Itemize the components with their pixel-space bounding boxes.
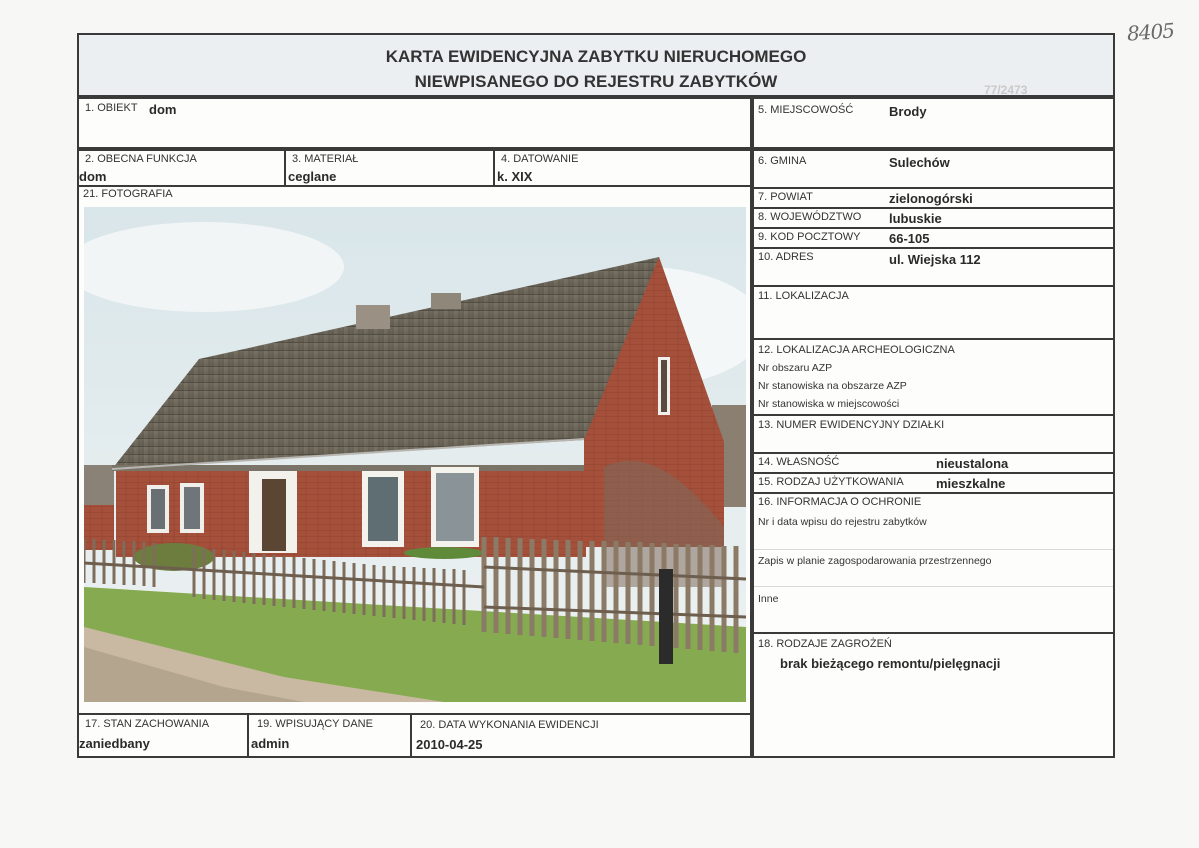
zagrozenia-label: 18. RODZAJE ZAGROŻEŃ xyxy=(758,638,892,650)
zagrozenia-value: brak bieżącego remontu/pielęgnacji xyxy=(780,656,1001,671)
lokalizacja-label: 11. LOKALIZACJA xyxy=(758,290,849,302)
rodzaj-value: mieszkalne xyxy=(936,476,1006,491)
ochrona-divider-1 xyxy=(754,549,1113,550)
obiekt-label: 1. OBIEKT xyxy=(85,102,138,114)
handwritten-number: 8405 xyxy=(1126,18,1175,46)
wlasnosc-label: 14. WŁASNOŚĆ xyxy=(758,456,840,468)
archeologia-cell xyxy=(752,338,1115,416)
title-line-2: NIEWPISANEGO DO REJESTRU ZABYTKÓW xyxy=(414,72,778,91)
stan-value: zaniedbany xyxy=(79,736,150,751)
miejscowosc-cell xyxy=(752,97,1115,149)
wpisujacy-value: admin xyxy=(251,736,290,751)
fotografia-label: 21. FOTOGRAFIA xyxy=(83,188,173,200)
wojewodztwo-value: lubuskie xyxy=(889,211,942,226)
miejscowosc-value: Brody xyxy=(889,104,927,119)
kod-label: 9. KOD POCZTOWY xyxy=(758,231,861,243)
house-photo xyxy=(84,207,746,702)
wlasnosc-cell xyxy=(752,452,1115,474)
wojewodztwo-cell xyxy=(752,207,1115,229)
archeologia-line1: Nr obszaru AZP xyxy=(758,362,833,374)
zagrozenia-cell xyxy=(752,632,1115,758)
funkcja-label: 2. OBECNA FUNKCJA xyxy=(85,153,197,165)
wlasnosc-value: nieustalona xyxy=(936,456,1009,471)
rodzaj-cell xyxy=(752,472,1115,494)
datowanie-cell xyxy=(493,149,752,187)
datowanie-label: 4. DATOWANIE xyxy=(501,153,579,165)
numer-label: 13. NUMER EWIDENCYJNY DZIAŁKI xyxy=(758,419,945,431)
gmina-value: Sulechów xyxy=(889,155,950,170)
material-label: 3. MATERIAŁ xyxy=(292,153,359,165)
adres-cell xyxy=(752,247,1115,287)
wpisujacy-label: 19. WPISUJĄCY DANE xyxy=(257,718,373,730)
faint-number: 77/2473 xyxy=(984,83,1028,97)
datowanie-value: k. XIX xyxy=(497,169,533,184)
archeologia-line3: Nr stanowiska w miejscowości xyxy=(758,398,900,410)
powiat-label: 7. POWIAT xyxy=(758,191,813,203)
ochrona-line1: Nr i data wpisu do rejestru zabytków xyxy=(758,516,927,528)
adres-value: ul. Wiejska 112 xyxy=(889,252,981,267)
kod-cell xyxy=(752,227,1115,249)
material-value: ceglane xyxy=(288,169,337,184)
miejscowosc-label: 5. MIEJSCOWOŚĆ xyxy=(758,104,854,116)
archeologia-label: 12. LOKALIZACJA ARCHEOLOGICZNA xyxy=(758,344,955,356)
powiat-cell xyxy=(752,187,1115,209)
powiat-value: zielonogórski xyxy=(889,191,973,206)
stan-cell xyxy=(77,713,249,758)
numer-cell xyxy=(752,414,1115,454)
stan-label: 17. STAN ZACHOWANIA xyxy=(85,718,210,730)
wojewodztwo-label: 8. WOJEWÓDZTWO xyxy=(758,211,862,223)
adres-label: 10. ADRES xyxy=(758,251,814,263)
gmina-cell xyxy=(752,149,1115,189)
data-value: 2010-04-25 xyxy=(416,737,483,752)
obiekt-cell xyxy=(77,97,752,149)
funkcja-value: dom xyxy=(79,169,107,184)
ochrona-label: 16. INFORMACJA O OCHRONIE xyxy=(758,496,922,508)
rodzaj-label: 15. RODZAJ UŻYTKOWANIA xyxy=(758,476,904,488)
ochrona-divider-2 xyxy=(754,586,1113,587)
data-label: 20. DATA WYKONANIA EWIDENCJI xyxy=(420,719,599,731)
title-line-1: KARTA EWIDENCYJNA ZABYTKU NIERUCHOMEGO xyxy=(385,47,807,66)
fotografia-cell xyxy=(77,185,752,715)
lokalizacja-cell xyxy=(752,285,1115,340)
ochrona-cell xyxy=(752,492,1115,634)
obiekt-value: dom xyxy=(149,102,177,117)
material-cell xyxy=(284,149,495,187)
data-cell xyxy=(410,713,752,758)
gmina-label: 6. GMINA xyxy=(758,155,807,167)
header-box xyxy=(77,33,1115,97)
kod-value: 66-105 xyxy=(889,231,930,246)
wpisujacy-cell xyxy=(247,713,412,758)
archeologia-line2: Nr stanowiska na obszarze AZP xyxy=(758,380,907,392)
funkcja-cell xyxy=(77,149,286,187)
ochrona-line3: Inne xyxy=(758,593,779,605)
ochrona-line2: Zapis w planie zagospodarowania przestrzennego xyxy=(758,555,992,567)
